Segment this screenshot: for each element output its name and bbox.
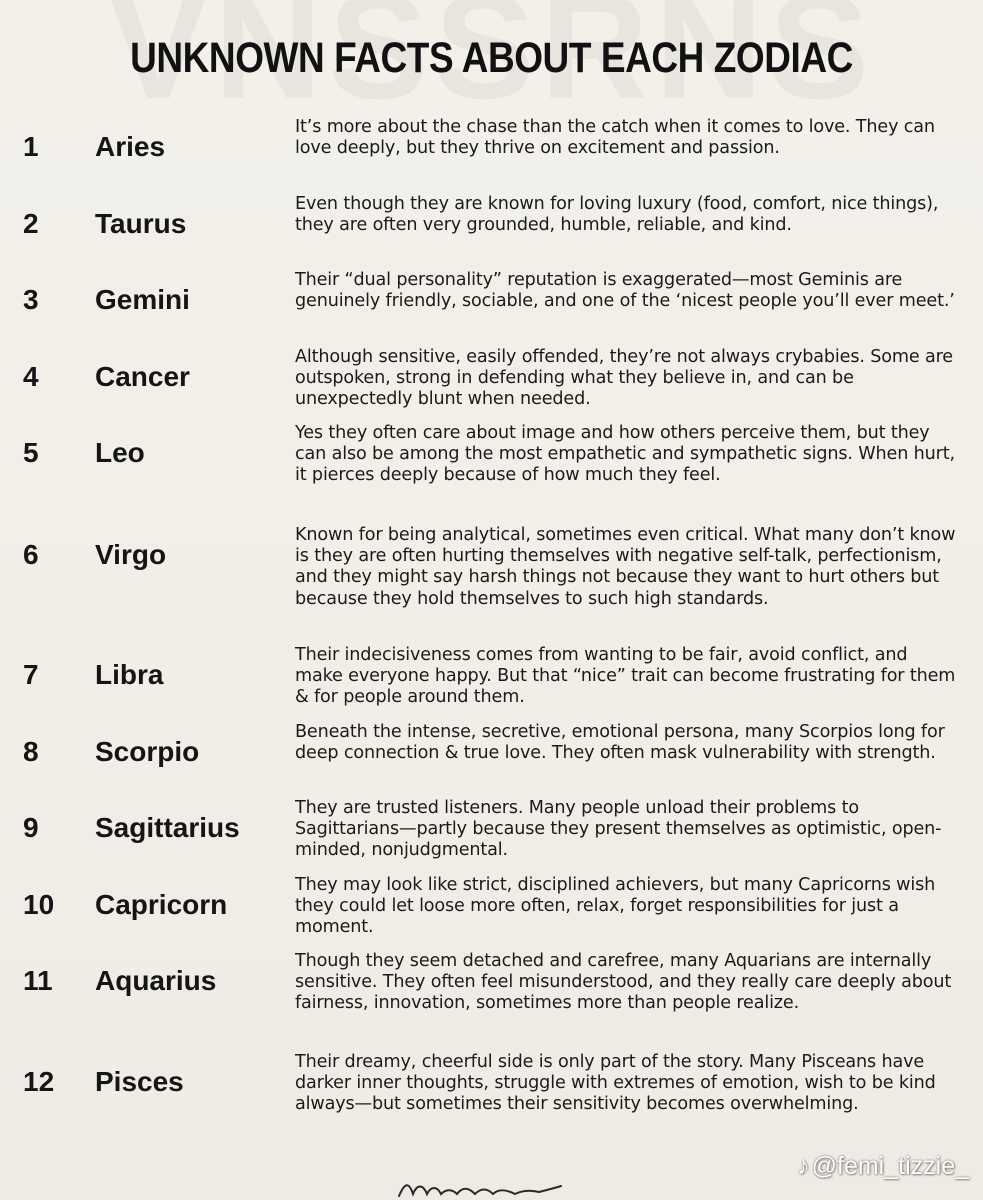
sign-name: Aries xyxy=(95,131,166,162)
sign-name: Taurus xyxy=(95,208,187,239)
fact-text: Even though they are known for loving luxury (food, comfort, nice things), they are often very grounded, humble, reliable, and kind. xyxy=(295,194,939,236)
fact-text: Their “dual personality” reputation is exaggerated—most Geminis are genuinely friendly, sociable, and one of the ‘nicest people you’ll ever meet.’ xyxy=(295,270,955,312)
row-number: 12 xyxy=(23,1066,55,1097)
page-title: UNKNOWN FACTS ABOUT EACH ZODIAC xyxy=(130,34,853,82)
row-number: 1 xyxy=(23,131,39,162)
fact-text: Beneath the intense, secretive, emotional persona, many Scorpios long for deep connection & true love. They often mask vulnerability with strength. xyxy=(295,722,945,764)
sign-name: Libra xyxy=(95,659,164,690)
row-number: 8 xyxy=(23,736,39,767)
sign-name: Gemini xyxy=(95,284,190,315)
fact-text: Although sensitive, easily offended, they’re not always crybabies. Some are outspoken, strong in defending what they believe in, and can be unexpectedly blunt when needed. xyxy=(295,347,953,410)
sign-name: Scorpio xyxy=(95,736,200,767)
sign-name: Aquarius xyxy=(95,965,217,996)
sign-name: Virgo xyxy=(95,539,167,570)
fact-text: Though they seem detached and carefree, many Aquarians are internally sensitive. They often feel misunderstood, and they really care deeply about fairness, innovation, sometimes more than people realize. xyxy=(295,951,952,1014)
row-number: 5 xyxy=(23,437,39,468)
sign-name: Capricorn xyxy=(95,889,228,920)
row-number: 7 xyxy=(23,659,39,690)
fact-text: Yes they often care about image and how others perceive them, but they can also be among the most empathetic and sympathetic signs. When hurt, it pierces deeply because of how much they feel. xyxy=(295,423,955,486)
row-number: 6 xyxy=(23,539,39,570)
row-number: 2 xyxy=(23,208,39,239)
creator-handle: @femi_tizzie_ xyxy=(811,1152,969,1180)
fact-text: It’s more about the chase than the catch when it comes to love. They can love deeply, but they thrive on excitement and passion. xyxy=(295,117,935,159)
sign-name: Pisces xyxy=(95,1066,184,1097)
tiktok-icon: ♪ xyxy=(797,1152,810,1180)
fact-text: They are trusted listeners. Many people unload their problems to Sagittarians—partly because they present themselves as optimistic, open-minded, nonjudgmental. xyxy=(295,798,942,861)
row-number: 11 xyxy=(23,965,53,996)
sign-name: Leo xyxy=(95,437,145,468)
fact-text: Their dreamy, cheerful side is only part of the story. Many Pisceans have darker inner thoughts, struggle with extremes of emotion, wish to be kind always—but sometimes their sensitivity becomes overwhelming. xyxy=(295,1052,936,1115)
sign-name: Cancer xyxy=(95,361,190,392)
signature-scribble xyxy=(395,1176,565,1200)
fact-text: They may look like strict, disciplined achievers, but many Capricorns wish they could let loose more often, relax, forget responsibilities for just a moment. xyxy=(295,875,936,938)
row-number: 10 xyxy=(23,889,55,920)
sign-name: Sagittarius xyxy=(95,812,240,843)
creator-credit[interactable] xyxy=(797,1152,969,1181)
fact-text: Known for being analytical, sometimes even critical. What many don’t know is they are often hurting themselves with negative self-talk, perfectionism, and they might say harsh things not because they want to hurt others but because they hold themselves to such high standards. xyxy=(295,525,956,609)
row-number: 3 xyxy=(23,284,39,315)
row-number: 4 xyxy=(23,361,39,392)
fact-text: Their indecisiveness comes from wanting to be fair, avoid conflict, and make everyone happy. But that “nice” trait can become frustrating for them & for people around them. xyxy=(295,645,956,708)
row-number: 9 xyxy=(23,812,39,843)
